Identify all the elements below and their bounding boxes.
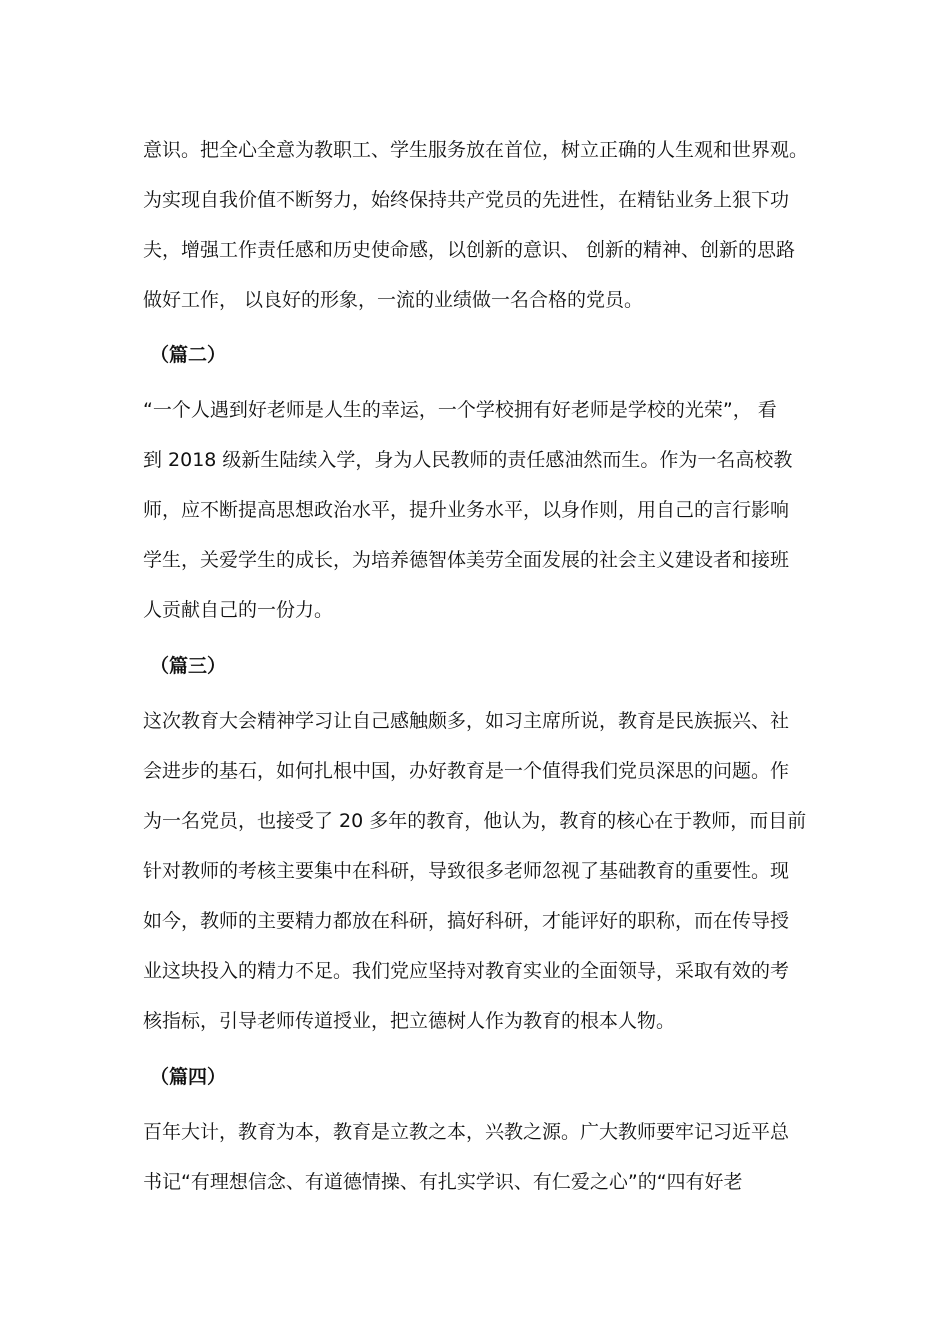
section-heading-2: （篇二） bbox=[150, 344, 227, 366]
paragraph-3-line-7: 核指标，引导老师传道授业，把立德树人作为教育的根本人物。 bbox=[143, 1010, 676, 1032]
paragraph-2-line-5: 人贡献自己的一份力。 bbox=[143, 599, 334, 621]
paragraph-3-line-5: 如今，教师的主要精力都放在科研，搞好科研，才能评好的职称，而在传导授 bbox=[143, 910, 790, 932]
paragraph-1-line-4: 做好工作， 以良好的形象，一流的业绩做一名合格的党员。 bbox=[143, 289, 644, 311]
paragraph-4-line-2: 书记“有理想信念、有道德情操、有扎实学识、有仁爱之心”的“四有好老 bbox=[143, 1171, 743, 1193]
paragraph-1-line-3: 夫，增强工作责任感和历史使命感，以创新的意识、 创新的精神、创新的思路 bbox=[143, 239, 796, 261]
paragraph-2-line-1: “一个人遇到好老师是人生的幸运，一个学校拥有好老师是学校的光荣”， 看 bbox=[143, 399, 777, 421]
paragraph-1-line-2: 为实现自我价值不断努力，始终保持共产党员的先进性，在精钻业务上狠下功 bbox=[143, 189, 790, 211]
paragraph-3-line-3: 为一名党员，也接受了 20 多年的教育，他认为，教育的核心在于教师，而目前 bbox=[143, 810, 807, 832]
paragraph-4-line-1: 百年大计，教育为本，教育是立教之本，兴教之源。广大教师要牢记习近平总 bbox=[143, 1121, 790, 1143]
section-heading-3: （篇三） bbox=[150, 655, 227, 677]
section-heading-4: （篇四） bbox=[150, 1066, 227, 1088]
paragraph-2-line-3: 师，应不断提高思想政治水平，提升业务水平，以身作则，用自己的言行影响 bbox=[143, 499, 790, 521]
paragraph-3-line-4: 针对教师的考核主要集中在科研，导致很多老师忽视了基础教育的重要性。现 bbox=[143, 860, 790, 882]
paragraph-1-line-1: 意识。把全心全意为教职工、学生服务放在首位，树立正确的人生观和世界观。 bbox=[143, 139, 809, 161]
paragraph-3-line-1: 这次教育大会精神学习让自己感触颇多，如习主席所说，教育是民族振兴、社 bbox=[143, 710, 790, 732]
paragraph-2-line-2: 到 2018 级新生陆续入学，身为人民教师的责任感油然而生。作为一名高校教 bbox=[143, 449, 793, 471]
paragraph-2-line-4: 学生，关爱学生的成长，为培养德智体美劳全面发展的社会主义建设者和接班 bbox=[143, 549, 790, 571]
paragraph-3-line-2: 会进步的基石，如何扎根中国，办好教育是一个值得我们党员深思的问题。作 bbox=[143, 760, 790, 782]
paragraph-3-line-6: 业这块投入的精力不足。我们党应坚持对教育实业的全面领导，采取有效的考 bbox=[143, 960, 790, 982]
